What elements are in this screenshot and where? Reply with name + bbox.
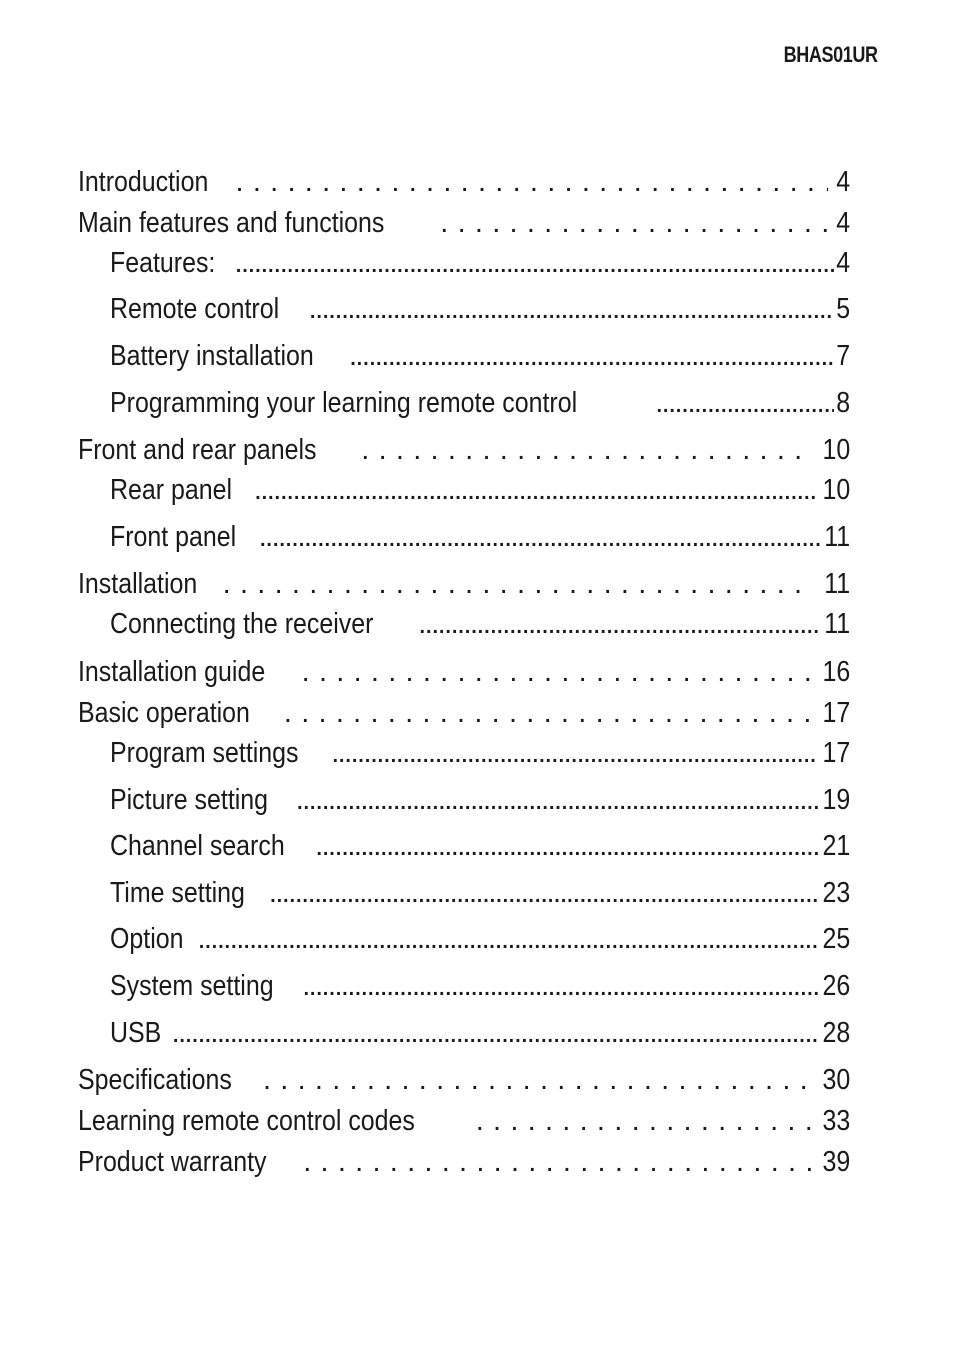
- dot-leader: [269, 876, 818, 910]
- toc-entry[interactable]: [78, 433, 850, 467]
- toc-entry[interactable]: [110, 736, 850, 770]
- toc-entry-page: 11: [824, 608, 850, 640]
- toc-entry-page: 33: [822, 1105, 850, 1137]
- dot-leader: [655, 386, 834, 420]
- toc-entry-page: 23: [822, 877, 850, 909]
- toc-entry[interactable]: [110, 783, 850, 817]
- model-number: BHAS01UR: [784, 42, 878, 67]
- dot-leader: [284, 696, 812, 730]
- dot-leader: [349, 339, 834, 373]
- toc-entry-page: 10: [822, 434, 850, 466]
- dot-leader: [418, 607, 820, 641]
- toc-entry-title: Picture setting: [110, 784, 269, 816]
- dot-leader: [254, 473, 818, 507]
- dot-leader: [315, 829, 818, 863]
- toc-entry[interactable]: [110, 520, 850, 554]
- toc-entry-title: Features:: [110, 247, 216, 279]
- toc-entry-title: Option: [110, 923, 184, 955]
- toc-entry-page: 28: [822, 1017, 850, 1049]
- toc-entry-title: Connecting the receiver: [110, 608, 374, 640]
- toc-entry-title: System setting: [110, 970, 274, 1002]
- dot-leader: [236, 165, 828, 199]
- toc-entry-page: 21: [822, 830, 850, 862]
- toc-entry-title: Battery installation: [110, 340, 314, 372]
- toc-entry-title: Product warranty: [78, 1146, 267, 1178]
- dot-leader: [476, 1104, 812, 1138]
- dot-leader: [263, 1063, 812, 1097]
- toc-entry[interactable]: [78, 696, 850, 730]
- toc-entry-page: 17: [822, 697, 850, 729]
- toc-entry-title: Main features and functions: [78, 207, 385, 239]
- toc-entry-page: 17: [822, 737, 850, 769]
- toc-entry-page: 26: [822, 970, 850, 1002]
- dot-leader: [302, 969, 818, 1003]
- toc-entry[interactable]: [110, 1016, 850, 1050]
- dot-leader: [172, 1016, 818, 1050]
- toc-entry-title: USB: [110, 1017, 162, 1049]
- toc-entry-page: 10: [822, 474, 850, 506]
- toc-entry-page: 5: [836, 293, 850, 325]
- toc-entry-title: Front and rear panels: [78, 434, 317, 466]
- dot-leader: [197, 922, 817, 956]
- toc-entry-page: 16: [822, 656, 850, 688]
- toc-entry-title: Specifications: [78, 1064, 232, 1096]
- dot-leader: [223, 567, 814, 601]
- toc-entry-title: Learning remote control codes: [78, 1105, 415, 1137]
- toc-entry[interactable]: [78, 1063, 850, 1097]
- toc-entry-page: 19: [822, 784, 850, 816]
- toc-entry-title: Introduction: [78, 166, 209, 198]
- dot-leader: [440, 206, 828, 240]
- toc-entry[interactable]: [110, 292, 850, 326]
- toc-entry[interactable]: [78, 1145, 850, 1179]
- toc-entry[interactable]: [110, 246, 850, 280]
- toc-entry[interactable]: [110, 922, 850, 956]
- toc-entry[interactable]: [78, 206, 850, 240]
- toc-entry-page: 25: [822, 923, 850, 955]
- dot-leader: [235, 246, 834, 280]
- toc-entry-title: Programming your learning remote control: [110, 387, 578, 419]
- dot-leader: [259, 520, 820, 554]
- toc-entry[interactable]: [110, 829, 850, 863]
- dot-leader: [296, 783, 818, 817]
- toc-entry[interactable]: [78, 1104, 850, 1138]
- dot-leader: [331, 736, 818, 770]
- toc-entry[interactable]: [110, 386, 850, 420]
- toc-entry[interactable]: [78, 655, 850, 689]
- toc-entry-page: 30: [822, 1064, 850, 1096]
- toc-entry-title: Time setting: [110, 877, 245, 909]
- toc-entry-page: 7: [836, 340, 850, 372]
- toc-entry-title: Remote control: [110, 293, 280, 325]
- toc-entry[interactable]: [110, 876, 850, 910]
- dot-leader: [309, 292, 834, 326]
- toc-entry-title: Basic operation: [78, 697, 250, 729]
- dot-leader: [303, 1145, 812, 1179]
- toc-entry-page: 4: [836, 247, 850, 279]
- toc-entry-title: Program settings: [110, 737, 299, 769]
- toc-entry[interactable]: [110, 473, 850, 507]
- toc-entry-title: Rear panel: [110, 474, 233, 506]
- dot-leader: [302, 655, 812, 689]
- toc-entry-title: Channel search: [110, 830, 285, 862]
- dot-leader: [361, 433, 811, 467]
- toc-entry-title: Front panel: [110, 521, 237, 553]
- toc-entry[interactable]: [78, 165, 850, 199]
- toc-entry-page: 11: [824, 521, 850, 553]
- toc-entry[interactable]: [110, 607, 850, 641]
- toc-entry-title: Installation guide: [78, 656, 266, 688]
- toc-entry-page: 11: [824, 568, 850, 600]
- toc-entry-page: 8: [836, 387, 850, 419]
- toc-entry-page: 4: [836, 207, 850, 239]
- toc-entry-page: 4: [836, 166, 850, 198]
- toc-entry-title: Installation: [78, 568, 198, 600]
- toc-entry[interactable]: [110, 969, 850, 1003]
- toc-entry[interactable]: [110, 339, 850, 373]
- toc-entry[interactable]: [78, 567, 850, 601]
- toc-entry-page: 39: [822, 1146, 850, 1178]
